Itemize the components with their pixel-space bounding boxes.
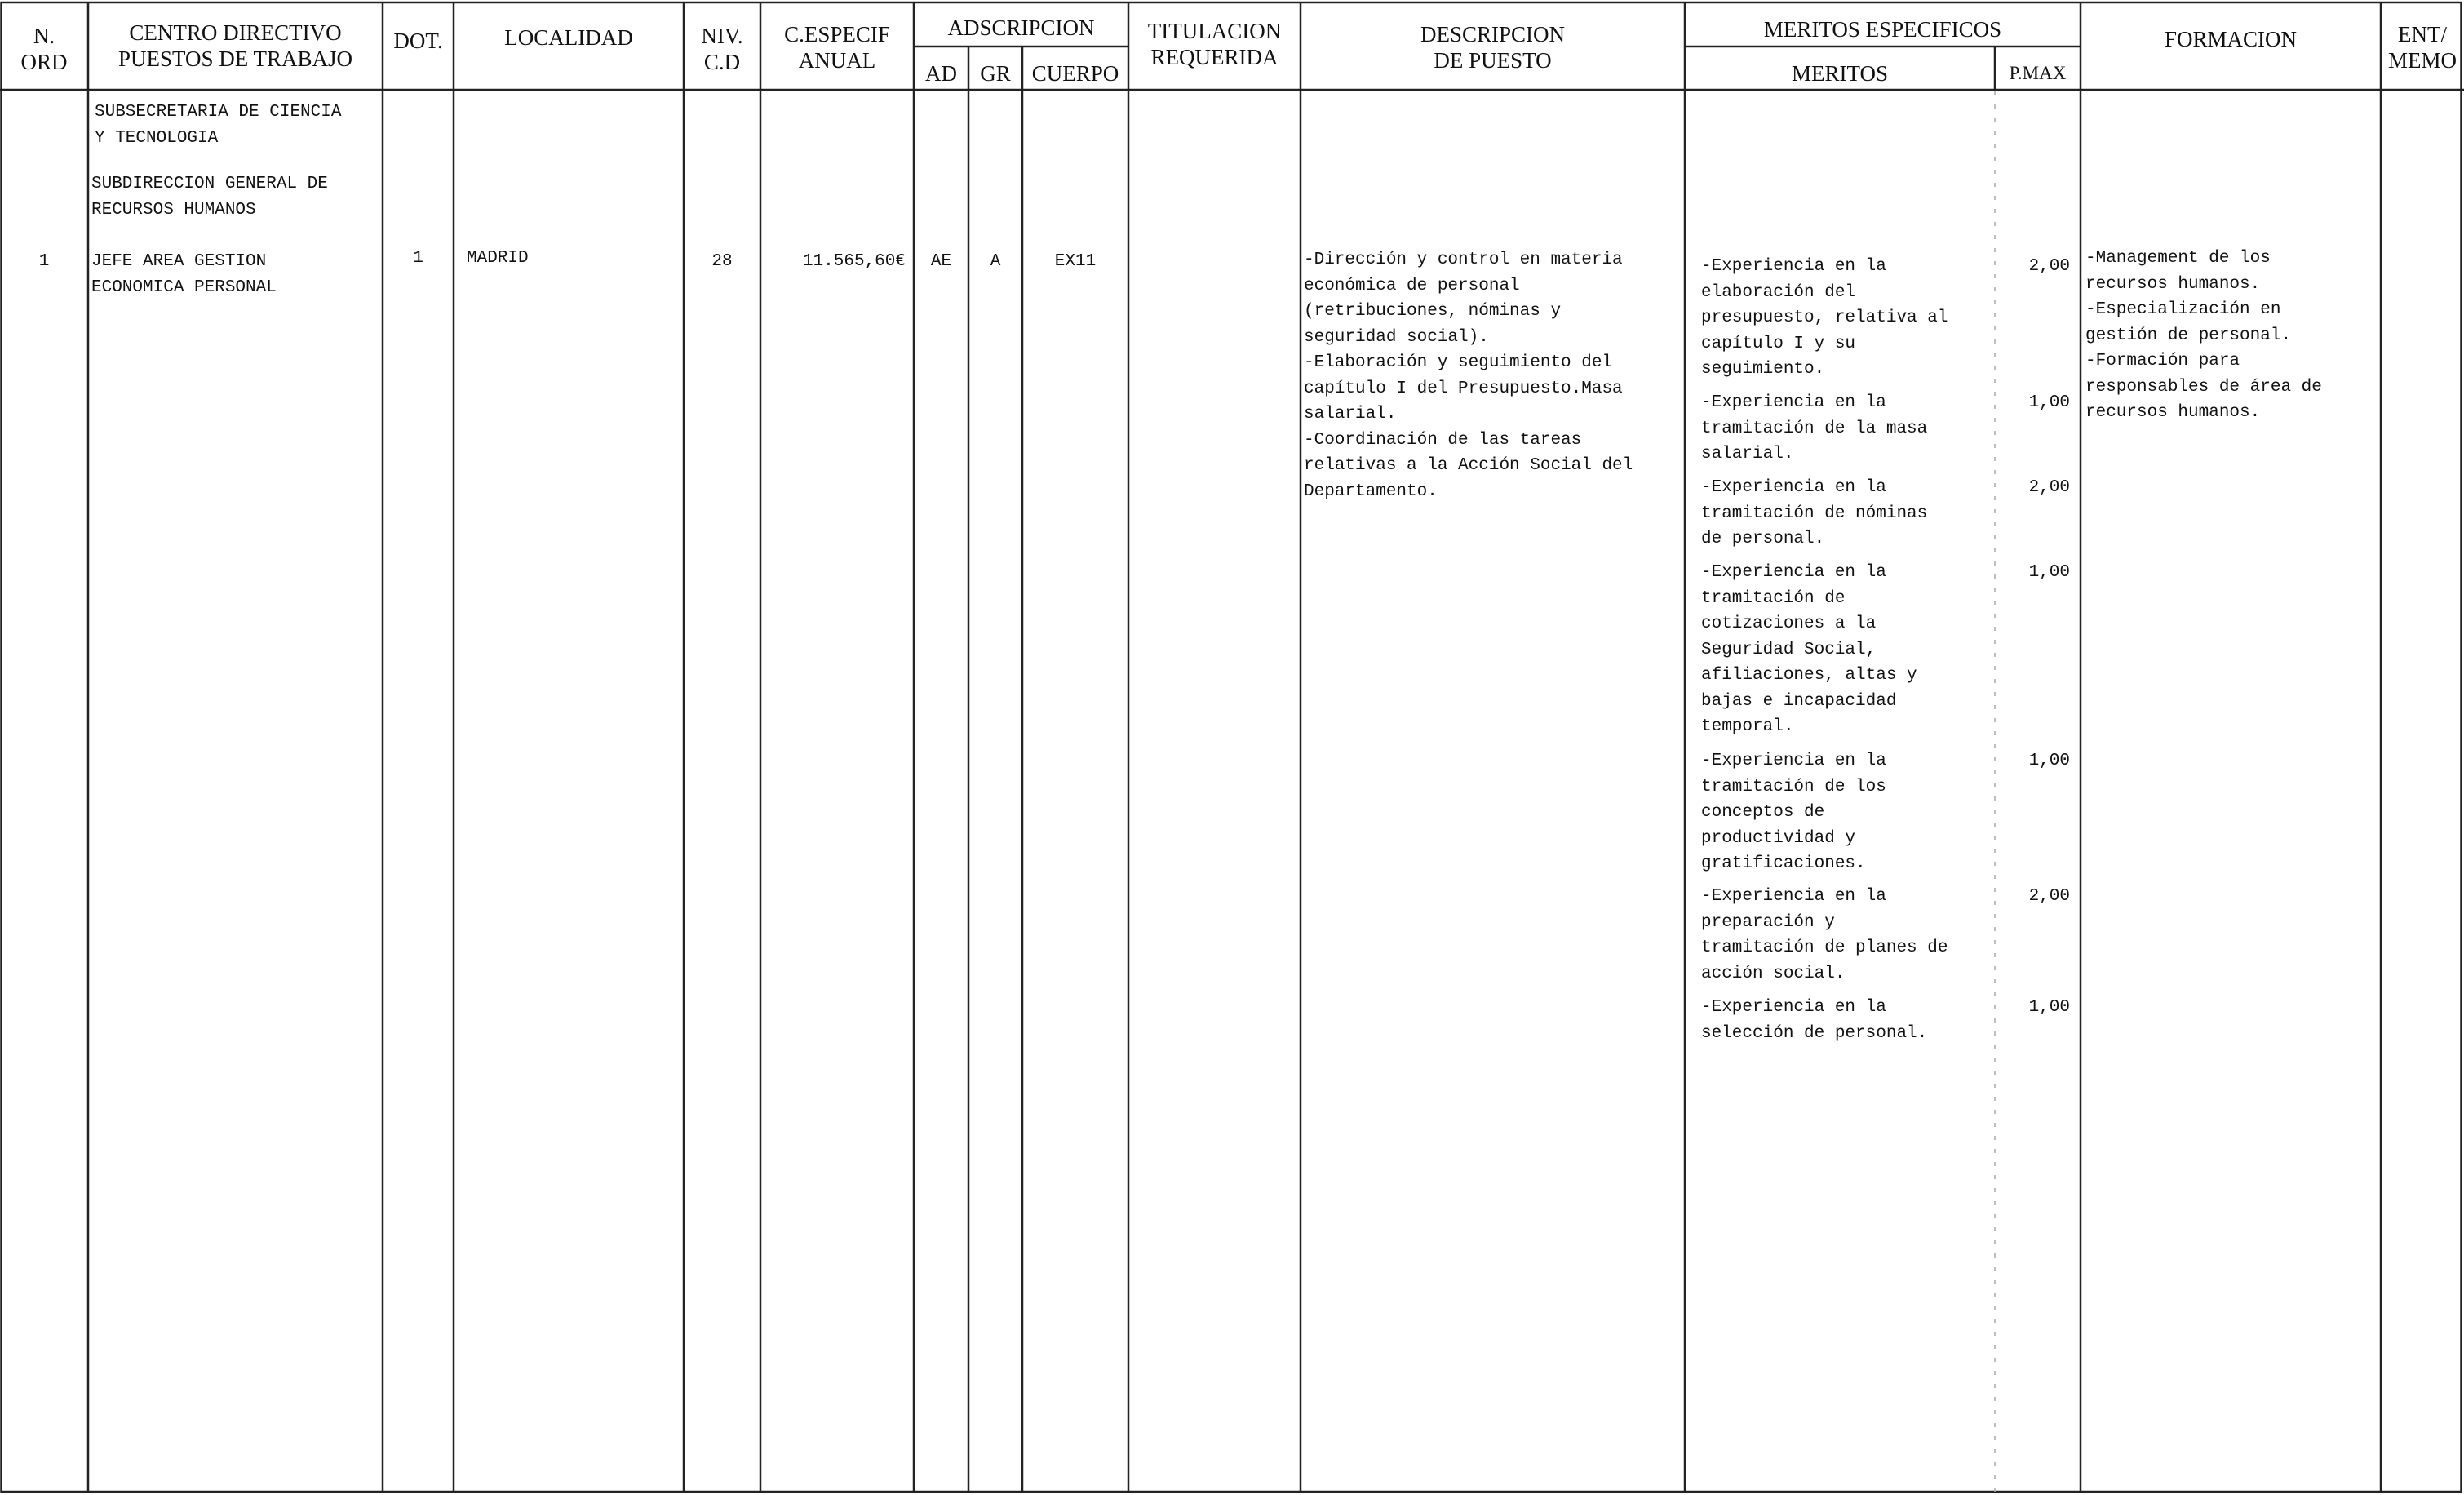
row-formacion: -Management de los recursos humanos. -Especialización en gestión de personal. -Formación para responsables de área de recursos humanos. — [2085, 249, 2322, 422]
row-ad: AE — [930, 252, 952, 271]
merito-text-4: -Experiencia en la tramitación de cotizaciones a la Seguridad Social, afiliaciones, altas y bajas e incapacidad temporal. — [1701, 563, 1917, 736]
row-localidad: MADRID — [467, 249, 529, 268]
row-descripcion: -Dirección y control en materia económica de personal (retribuciones, nóminas y seguridad social). -Elaboración y seguimiento del capítulo I del Presupuesto.Masa salarial. -Coordinación de las tareas relativas a la Acción Social del Departamento. — [1304, 251, 1633, 501]
header-descripcion: DESCRIPCION DE PUESTO — [1420, 22, 1566, 73]
merito-pmax-2: 1,00 — [2028, 393, 2070, 412]
header-ad: AD — [925, 61, 957, 86]
header-c-especif: C.ESPECIF ANUAL — [784, 22, 890, 73]
row-dot: 1 — [413, 249, 423, 268]
merito-pmax-4: 1,00 — [2028, 563, 2070, 582]
row-n-ord: 1 — [38, 252, 50, 271]
header-meritos-especificos: MERITOS ESPECIFICOS — [1763, 17, 2002, 42]
header-titulacion: TITULACION REQUERIDA — [1147, 19, 1282, 69]
row-puesto: JEFE AREA GESTION ECONOMICA PERSONAL — [91, 252, 277, 297]
merito-text-3: -Experiencia en la tramitación de nóminas de personal. — [1701, 478, 1928, 548]
org-subsecretaria: SUBSECRETARIA DE CIENCIA Y TECNOLOGIA — [95, 103, 342, 148]
merito-pmax-5: 1,00 — [2028, 752, 2070, 770]
header-p-max: P.MAX — [2009, 63, 2067, 83]
merito-pmax-7: 1,00 — [2028, 998, 2070, 1017]
row-niv-cd: 28 — [711, 252, 733, 271]
row-gr: A — [990, 252, 1001, 271]
header-niv-cd: NIV. C.D — [701, 24, 743, 74]
merito-pmax-6: 2,00 — [2028, 887, 2070, 906]
header-formacion: FORMACION — [2164, 27, 2298, 51]
merito-pmax-3: 2,00 — [2028, 478, 2070, 497]
merito-text-7: -Experiencia en la selección de personal. — [1701, 998, 1928, 1043]
row-c-especif: 11.565,60€ — [802, 252, 906, 271]
header-dot: DOT. — [393, 29, 443, 53]
merito-text-1: -Experiencia en la elaboración del presupuesto, relativa al capítulo I y su seguimiento. — [1701, 257, 1948, 379]
header-ent-memo: ENT/ MEMO — [2387, 22, 2457, 73]
row-cuerpo: EX11 — [1054, 252, 1097, 271]
org-subdireccion: SUBDIRECCION GENERAL DE RECURSOS HUMANOS — [91, 175, 328, 220]
header-localidad: LOCALIDAD — [504, 25, 633, 50]
merito-text-6: -Experiencia en la preparación y tramitación de planes de acción social. — [1701, 887, 1948, 983]
header-n-ord: N. ORD — [20, 24, 68, 74]
merito-pmax-1: 2,00 — [2028, 257, 2070, 276]
header-meritos: MERITOS — [1791, 61, 1889, 86]
merito-text-2: -Experiencia en la tramitación de la masa salarial. — [1701, 393, 1928, 464]
table-border — [2, 2, 2462, 1492]
header-centro-directivo: CENTRO DIRECTIVO PUESTOS DE TRABAJO — [117, 20, 353, 71]
merito-text-5: -Experiencia en la tramitación de los conceptos de productividad y gratificaciones. — [1701, 752, 1886, 873]
header-adscripcion: ADSCRIPCION — [947, 16, 1095, 40]
header-gr: GR — [980, 61, 1011, 86]
header-cuerpo: CUERPO — [1031, 61, 1119, 86]
